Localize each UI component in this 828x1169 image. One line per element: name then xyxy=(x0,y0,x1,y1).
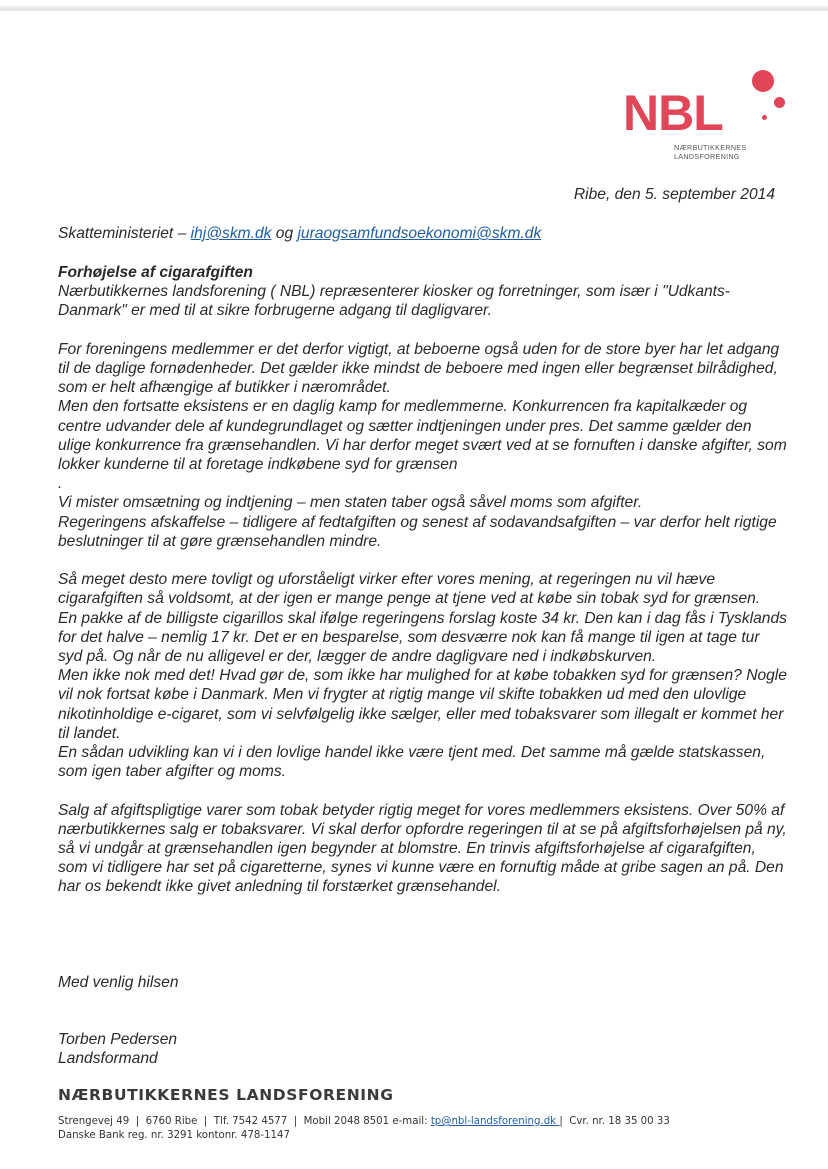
paragraph: Regeringens afskaffelse – tidligere af fedtafgiften og senest af sodavandsafgiften – var derfor helt rigtige beslutninger til at gøre grænsehandlen mindre. xyxy=(58,513,777,550)
footer-bank-line: Danske Bank reg. nr. 3291 kontonr. 478-1147 xyxy=(58,1130,290,1141)
paragraph: For foreningens medlemmer er det derfor vigtigt, at beboerne også uden for de store byer har let adgang til de daglige fornødenheder. Det gælder ikke mindst de beboere med ingen eller begrænset bilrådighed, som er helt afhængige af butikker i nærområdet. xyxy=(58,340,780,397)
footer-org-name: NÆRBUTIKKERNES LANDSFORENING xyxy=(58,1086,394,1104)
page-top-edge xyxy=(0,6,828,11)
logo-dot-large-icon xyxy=(752,70,774,92)
footer-contact-line xyxy=(58,1116,670,1127)
footer-cvr: | Cvr. nr. 18 35 00 33 xyxy=(559,1116,670,1127)
paragraph: Men ikke nok med det! Hvad gør de, som ikke har mulighed for at købe tobakken syd for grænsen? Nogle vil nok fortsat købe i Danmark. Men vi frygter at rigtig mange vil skifte tobakken ud med den ulovlige nikotinholdige e-cigaret, som vi selvfølgelig ikke sælger, eller med tobaksvarer som illegalt er kommet her til landet. xyxy=(58,667,787,742)
logo-acronym: NBL xyxy=(623,85,723,141)
paragraph: Salg af afgiftspligtige varer som tobak betyder rigtig meget for vores medlemmers eksistens. Over 50% af nærbutikkernes salg er tobaksvarer. Vi skal derfor opfordre regeringen til at se på afgiftsforhøjelsen på ny, så vi undgår at grænsehandlen igen begynder at blomstre. En trinvis afgiftsforhøjelse af cigarafgiften, som vi tidligere har set på cigaretterne, synes vi kunne være en fornuftig måde at gribe sagen an på. Den har os bekendt ikke givet anledning til forstærket grænsehandel. xyxy=(58,801,787,896)
logo-subtitle-line2: LANDSFORENING xyxy=(674,152,740,161)
stray-period: . xyxy=(58,475,63,493)
paragraph: Så meget desto mere tovligt og uforståeligt virker efter vores mening, at regeringen nu vil hæve cigarafgiften så voldsomt, at der igen er mange penge at tjene ved at købe sin tobak syd for grænsen. xyxy=(58,571,761,608)
logo-subtitle-line1: NÆRBUTIKKERNES xyxy=(674,143,747,152)
recipient-connector: og xyxy=(271,225,298,242)
paragraph: Vi mister omsætning og indtjening – men staten taber også såvel moms som afgifter. xyxy=(58,494,643,512)
paragraph: En sådan udvikling kan vi i den lovlige handel ikke være tjent med. Det samme må gælde statskassen, som igen taber afgifter og moms. xyxy=(58,744,766,781)
footer-email-link[interactable]: tp@nbl-landsforening.dk xyxy=(430,1116,560,1127)
nbl-logo xyxy=(620,66,790,176)
recipient-email-link-1[interactable]: ihj@skm.dk xyxy=(190,225,272,242)
recipient-name: Skatteministeriet – xyxy=(58,225,191,242)
letter-date: Ribe, den 5. september 2014 xyxy=(573,186,775,203)
recipient-email-link-2[interactable]: juraogsamfundsoekonomi@skm.dk xyxy=(297,225,542,242)
footer-address: Strengevej 49 | 6760 Ribe | Tlf. 7542 4577 | Mobil 2048 8501 e-mail: xyxy=(58,1116,431,1127)
signer-name: Torben Pedersen xyxy=(58,1031,178,1048)
letter-title: Forhøjelse af cigarafgiften xyxy=(58,264,253,281)
letter-closing: Med venlig hilsen xyxy=(58,974,179,991)
logo-dot-medium-icon xyxy=(774,97,785,108)
paragraph: Men den fortsatte eksistens er en daglig kamp for medlemmerne. Konkurrencen fra kapitalkæder og centre udvander dele af kundegrundlaget og sætter indtjeningen under pres. Det samme gælder den ulige konkurrence fra grænsehandlen. Vi har derfor meget svært ved at se fornuften i danske afgifter, som lokker kunderne til at foretage indkøbene syd for grænsen xyxy=(58,398,787,474)
paragraph: En pakke af de billigste cigarillos skal ifølge regeringens forslag koste 34 kr. Den kan i dag fås i Tysklands for det halve – nemlig 17 kr. Det er en besparelse, som desværre nok kan få mange til igen at tage tur syd på. Og når de nu alligevel er der, lægger de andre dagligvare ned i indkøbskurven. xyxy=(58,609,787,666)
recipient-line xyxy=(58,224,541,243)
signer-title: Landsformand xyxy=(58,1050,158,1068)
logo-dot-small-icon xyxy=(762,115,767,120)
signature-block xyxy=(58,1030,177,1068)
letter-body xyxy=(58,263,788,897)
logo-subtitle xyxy=(674,143,747,161)
paragraph-intro: Nærbutikkernes landsforening ( NBL) repræsenterer kiosker og forretninger, som især i "Udkants-Danmark" er med til at sikre forbrugerne adgang til dagligvarer. xyxy=(58,283,731,320)
